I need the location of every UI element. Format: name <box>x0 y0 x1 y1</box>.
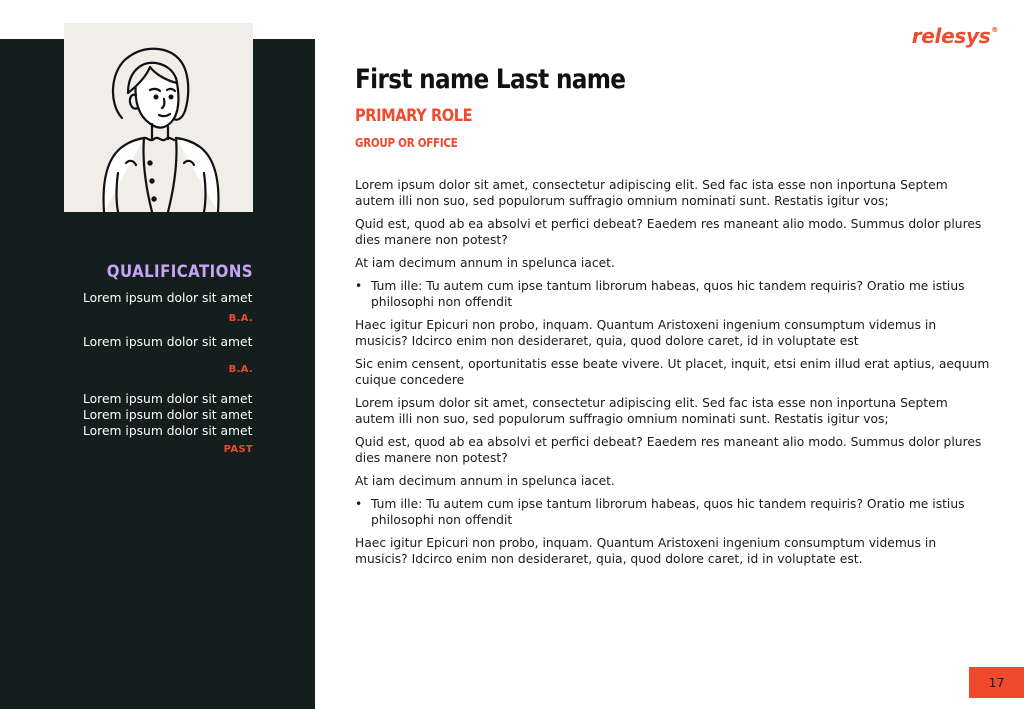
qualification-line: Lorem ipsum dolor sit amet <box>83 392 253 406</box>
qualification-line: Lorem ipsum dolor sit amet <box>83 335 253 349</box>
page-number: 17 <box>969 667 1024 698</box>
paragraph: Lorem ipsum dolor sit amet, consectetur adipiscing elit. Sed fac ista esse non inportuna Septem autem illi non suo, sed populorum suffragio omnium nominati sunt. Restatis igitur vos; <box>355 396 948 426</box>
qualifications-section <box>83 262 253 457</box>
bullet-item: • Tum ille: Tu autem cum ipse tantum librorum habeas, quos hic tandem requiris? Oratio me istius philosophi non offendit <box>355 496 990 528</box>
paragraph: Quid est, quod ab ea absolvi et perfici debeat? Eaedem res maneant alio modo. Summus dolor plures dies manere non potest? <box>355 435 982 465</box>
qualification-degree: B.A. <box>228 313 253 324</box>
body-text <box>355 177 990 567</box>
paragraph: At iam decimum annum in spelunca iacet. <box>355 256 615 270</box>
qualification-degree: PAST <box>223 444 253 455</box>
qualification-item <box>83 391 253 457</box>
woman-portrait-icon <box>64 23 253 212</box>
bullet-item: • Tum ille: Tu autem cum ipse tantum librorum habeas, quos hic tandem requiris? Oratio me istius philosophi non offendit <box>355 278 990 310</box>
paragraph: At iam decimum annum in spelunca iacet. <box>355 474 615 488</box>
person-name: First name Last name <box>355 64 626 95</box>
relesys-logo <box>912 24 998 48</box>
group-or-office: GROUP OR OFFICE <box>355 136 458 150</box>
paragraph: Quid est, quod ab ea absolvi et perfici debeat? Eaedem res maneant alio modo. Summus dolor plures dies manere non potest? <box>355 217 982 247</box>
logo-text: relesys <box>911 24 991 48</box>
qualification-item <box>83 290 253 326</box>
qualification-item <box>83 334 253 377</box>
paragraph: Haec igitur Epicuri non probo, inquam. Quantum Aristoxeni ingenium consumptum videmus in musicis? Idcirco enim non desideraret, quia, quod dolore caret, id in voluptate est. <box>355 536 937 566</box>
registered-mark: ® <box>991 26 998 34</box>
profile-portrait <box>64 23 253 212</box>
primary-role: PRIMARY ROLE <box>355 106 473 126</box>
paragraph: Haec igitur Epicuri non probo, inquam. Quantum Aristoxeni ingenium consumptum videmus in musicis? Idcirco enim non desideraret, quia, quod dolore caret, id in voluptate est <box>355 318 937 348</box>
qualification-degree: B.A. <box>228 364 253 375</box>
qualification-line: Lorem ipsum dolor sit amet <box>83 291 253 305</box>
qualification-line: Lorem ipsum dolor sit amet <box>83 408 253 422</box>
qualifications-heading: QUALIFICATIONS <box>106 262 253 282</box>
qualification-line: Lorem ipsum dolor sit amet <box>83 424 253 438</box>
paragraph: Sic enim censent, oportunitatis esse beate vivere. Ut placet, inquit, etsi enim illud erat aptius, aequum cuique concedere <box>355 357 990 387</box>
profile-content <box>355 62 990 574</box>
paragraph: Lorem ipsum dolor sit amet, consectetur adipiscing elit. Sed fac ista esse non inportuna Septem autem illi non suo, sed populorum suffragio omnium nominati sunt. Restatis igitur vos; <box>355 178 948 208</box>
